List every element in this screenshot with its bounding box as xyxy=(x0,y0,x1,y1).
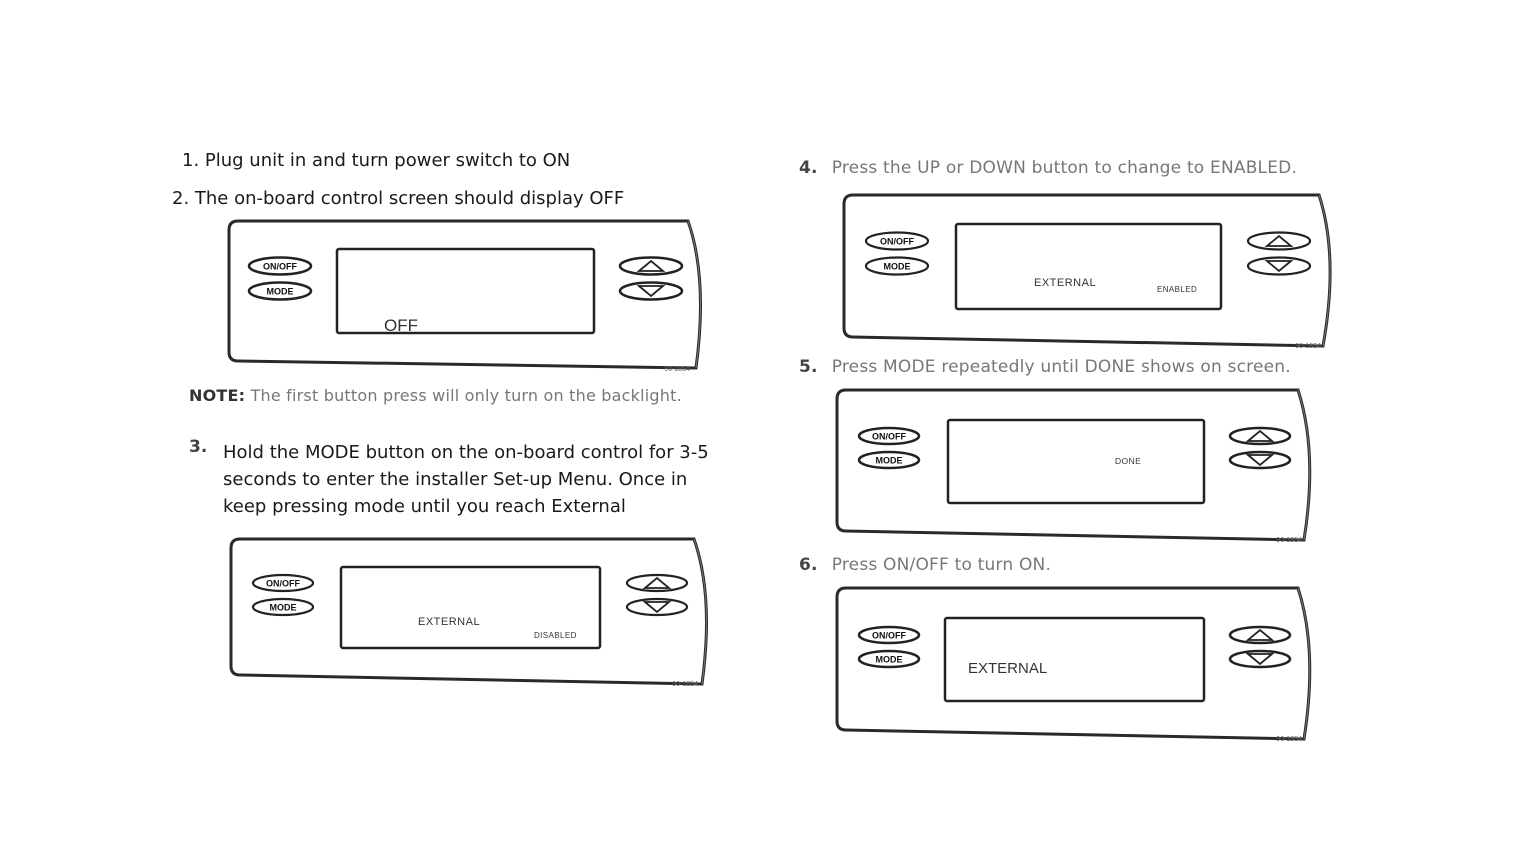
screen-main-text: EXTERNAL xyxy=(418,616,481,628)
control-panel-off xyxy=(226,218,706,373)
screen-main-text: EXTERNAL xyxy=(968,660,1048,677)
step-2-text: 2. The on-board control screen should display OFF xyxy=(172,188,625,209)
step-5 xyxy=(799,357,1291,377)
up-button[interactable] xyxy=(1230,627,1290,643)
mode-button[interactable] xyxy=(859,452,919,468)
step-6 xyxy=(799,555,1051,575)
mode-button[interactable] xyxy=(249,283,311,300)
onoff-button[interactable] xyxy=(253,575,313,591)
onoff-label: ON/OFF xyxy=(872,431,906,442)
mode-button[interactable] xyxy=(859,651,919,667)
up-button[interactable] xyxy=(627,575,687,591)
step-3-number: 3. xyxy=(189,437,208,457)
onoff-button[interactable] xyxy=(866,233,928,250)
down-button[interactable] xyxy=(1230,452,1290,468)
mode-label: MODE xyxy=(875,654,903,665)
display-screen xyxy=(337,249,594,333)
note-body: The first button press will only turn on the backlight. xyxy=(245,386,682,405)
onoff-label: ON/OFF xyxy=(872,630,906,641)
mode-label: MODE xyxy=(269,602,297,613)
onoff-button[interactable] xyxy=(249,258,311,275)
up-button[interactable] xyxy=(1230,428,1290,444)
mode-label: MODE xyxy=(883,261,911,272)
part-number: 90-1854 xyxy=(1276,537,1302,544)
step-6-text: Press ON/OFF to turn ON. xyxy=(831,555,1052,575)
mode-button[interactable] xyxy=(253,599,313,615)
control-panel-external-disabled xyxy=(228,536,712,688)
screen-sub-text: DISABLED xyxy=(534,631,577,640)
onoff-button[interactable] xyxy=(859,428,919,444)
mode-button[interactable] xyxy=(866,258,928,275)
onoff-button[interactable] xyxy=(859,627,919,643)
down-button[interactable] xyxy=(620,283,682,300)
step-3-text: Hold the MODE button on the on-board control for 3-5 seconds to enter the installer Set-up Menu. Once in keep pressing mode until you reach External xyxy=(223,442,709,517)
down-button[interactable] xyxy=(627,599,687,615)
part-number: 90-1854 xyxy=(672,681,698,688)
step-5-text: Press MODE repeatedly until DONE shows on screen. xyxy=(831,357,1291,377)
part-number: 90-1854 xyxy=(1276,736,1302,743)
note-text xyxy=(189,385,689,407)
part-number: 90-1854 xyxy=(664,366,690,373)
mode-label: MODE xyxy=(875,455,903,466)
control-panel-external-on xyxy=(834,585,1318,743)
screen-sub-text: ENABLED xyxy=(1157,285,1198,294)
part-number: 90-1854 xyxy=(1295,343,1321,350)
display-screen xyxy=(948,420,1204,503)
onoff-label: ON/OFF xyxy=(266,578,300,589)
step-1-text: 1. Plug unit in and turn power switch to ON xyxy=(182,150,571,171)
screen-sub-text: DONE xyxy=(1115,456,1142,466)
step-4-text: Press the UP or DOWN button to change to ENABLED. xyxy=(831,158,1298,178)
note-label: NOTE: xyxy=(189,386,246,405)
down-button[interactable] xyxy=(1230,651,1290,667)
down-button[interactable] xyxy=(1248,258,1310,275)
step-4-number: 4. xyxy=(799,158,818,178)
onoff-label: ON/OFF xyxy=(880,236,914,247)
screen-main-text: OFF xyxy=(384,316,418,335)
step-5-number: 5. xyxy=(799,357,818,377)
screen-main-text: EXTERNAL xyxy=(1034,277,1097,289)
control-panel-external-enabled xyxy=(841,192,1339,350)
step-6-number: 6. xyxy=(799,555,818,575)
control-panel-done xyxy=(834,387,1318,544)
step-4 xyxy=(799,158,1297,178)
up-button[interactable] xyxy=(1248,233,1310,250)
mode-label: MODE xyxy=(266,286,294,297)
display-screen xyxy=(956,224,1221,309)
onoff-label: ON/OFF xyxy=(263,261,297,272)
up-button[interactable] xyxy=(620,258,682,275)
